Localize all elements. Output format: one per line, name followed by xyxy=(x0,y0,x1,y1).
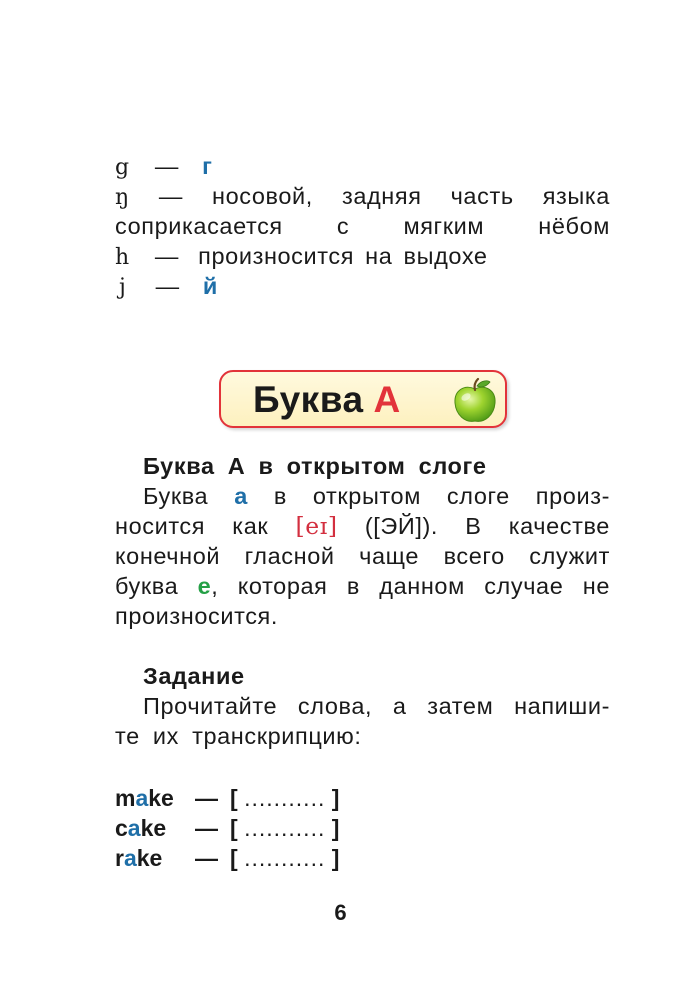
page-number: 6 xyxy=(334,900,347,925)
phonetic-row-ng-line1 xyxy=(115,181,610,213)
lesson-title-word: Буква xyxy=(253,379,364,420)
word-row xyxy=(115,813,340,843)
phonetic-row-j xyxy=(115,271,610,303)
paragraph-line-2 xyxy=(115,511,610,541)
phonetic-description: носовой, задняя часть языка xyxy=(212,183,610,209)
dash: — xyxy=(154,243,180,269)
task-heading: Задание xyxy=(143,663,245,689)
task-line-1: Прочитайте слова, а затем напиши- xyxy=(143,693,610,719)
phonetic-row-g xyxy=(115,151,610,183)
text: , которая в данном случае не xyxy=(211,573,610,599)
russian-equivalent: й xyxy=(202,273,218,299)
paragraph-line-3: конечной гласной чаще всего служит xyxy=(115,543,610,569)
transcription-blank[interactable]: [ ........... ] xyxy=(230,845,340,871)
lesson-title xyxy=(253,378,401,422)
phonetic-row-ng xyxy=(115,181,610,213)
phonetic-symbol: ŋ xyxy=(115,185,130,210)
paragraph-line-5: произносится. xyxy=(115,603,278,629)
phonetic-symbol: g xyxy=(115,155,130,180)
phonetic-description: произносится на выдохе xyxy=(198,243,488,269)
phonetic-row-h xyxy=(115,241,610,273)
word: cake xyxy=(115,815,167,841)
lesson-title-box xyxy=(219,370,507,428)
word-row xyxy=(115,783,340,813)
highlight-letter: а xyxy=(234,483,248,509)
transcription: [eɪ] xyxy=(295,512,338,540)
text: Буква xyxy=(143,483,209,509)
dash: — xyxy=(195,815,218,841)
dash: — xyxy=(154,153,179,179)
section-heading: Буква А в открытом слоге xyxy=(143,453,487,479)
green-apple-icon xyxy=(451,377,499,425)
dash: — xyxy=(158,183,183,209)
transcription-blank[interactable]: [ ........... ] xyxy=(230,815,340,841)
paragraph-line-1 xyxy=(115,481,610,511)
text: носится как xyxy=(115,513,269,539)
phonetic-symbol: h xyxy=(115,245,130,270)
russian-equivalent: г xyxy=(202,153,213,179)
word: make xyxy=(115,785,174,811)
text: ([ЭЙ]). В качестве xyxy=(364,513,610,539)
highlight-letter: е xyxy=(197,573,212,599)
word-row xyxy=(115,843,340,873)
text: буква xyxy=(115,573,179,599)
task-line-2: те их транскрипцию: xyxy=(115,723,362,749)
lesson-title-letter: А xyxy=(373,379,401,420)
text: в открытом слоге произ- xyxy=(273,483,610,509)
phonetic-row-ng-line2: соприкасается с мягким нёбом xyxy=(115,213,610,239)
transcription-blank[interactable]: [ ........... ] xyxy=(230,785,340,811)
dash: — xyxy=(195,845,218,871)
dash: — xyxy=(155,273,180,299)
dash: — xyxy=(195,785,218,811)
word: rake xyxy=(115,845,163,871)
paragraph-line-4 xyxy=(115,571,610,601)
phonetic-symbol: j xyxy=(119,275,127,300)
